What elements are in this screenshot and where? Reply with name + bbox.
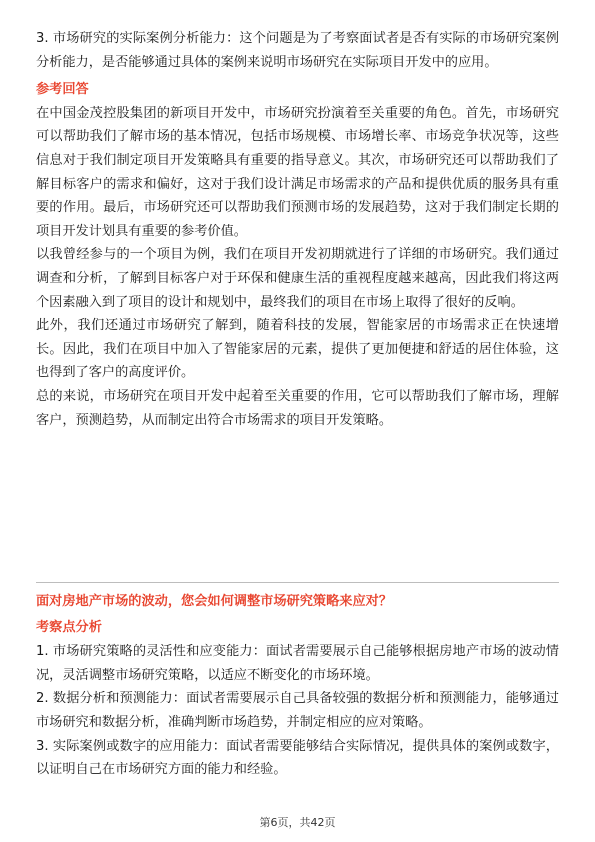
answer-paragraph-4: 总的来说，市场研究在项目开发中起着至关重要的作用，它可以帮助我们了解市场，理解客户，预测趋势，从而制定出符合市场需求的项目开发策略。: [36, 388, 559, 428]
page-content: [36, 27, 559, 432]
question-heading: 面对房地产市场的波动，您会如何调整市场研究策略来应对？: [36, 594, 393, 609]
analysis-point-2: 2. 数据分析和预测能力：面试者需要展示自己具备较强的数据分析和预测能力，能够通过市场研究和数据分析，准确判断市场趋势，并制定相应的应对策略。: [36, 691, 559, 730]
answer-paragraph-1: 在中国金茂控股集团的新项目开发中，市场研究扮演着至关重要的角色。首先，市场研究可以帮助我们了解市场的基本情况，包括市场规模、市场增长率、市场竞争状况等，这些信息对于我们制定项目开发策略具有重要的指导意义。其次，市场研究还可以帮助我们了解目标客户的需求和偏好，这对于我们设计满足市场需求的产品和提供优质的服务具有重要的作用。最后，市场研究还可以帮助我们预测市场的发展趋势，这对于我们制定长期的项目开发计划具有重要的参考价值。: [36, 105, 559, 239]
reference-answer-heading: 参考回答: [36, 82, 89, 98]
analysis-point-3b: 3. 实际案例或数字的应用能力：面试者需要能够结合实际情况，提供具体的案例或数字，以证明自己在市场研究方面的能力和经验。: [36, 738, 559, 778]
answer-paragraph-2: 以我曾经参与的一个项目为例，我们在项目开发初期就进行了详细的市场研究。我们通过调查和分析，了解到目标客户对于环保和健康生活的重视程度越来越高，因此我们将这两个因素融入到了项目的设计和规划中，最终我们的项目在市场上取得了很好的反响。: [36, 247, 559, 310]
page-number-footer: 第6页，共42页: [259, 816, 336, 829]
analysis-point-3: 3. 市场研究的实际案例分析能力：这个问题是为了考察面试者是否有实际的市场研究案例分析能力，是否能够通过具体的案例来说明市场研究在实际项目开发中的应用。: [36, 31, 559, 70]
section-divider: [36, 582, 559, 583]
analysis-heading: 考察点分析: [36, 619, 102, 635]
answer-paragraph-3: 此外，我们还通过市场研究了解到，随着科技的发展，智能家居的市场需求正在快速增长。因此，我们在项目中加入了智能家居的元素，提供了更加便捷和舒适的居住体验，这也得到了客户的高度评价。: [36, 318, 559, 381]
question-section: [36, 590, 559, 782]
analysis-point-1: 1. 市场研究策略的灵活性和应变能力：面试者需要展示自己能够根据房地产市场的波动情况，灵活调整市场研究策略，以适应不断变化的市场环境。: [36, 644, 559, 683]
